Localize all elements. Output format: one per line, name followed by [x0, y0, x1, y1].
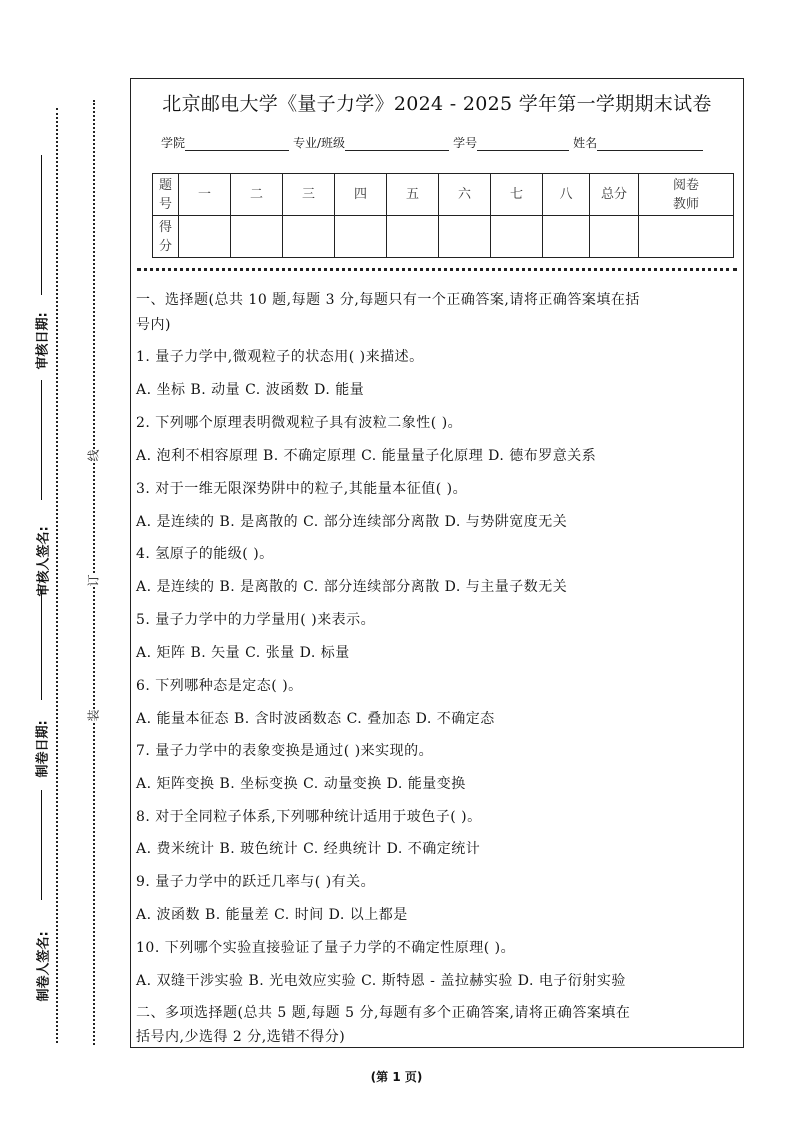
maker-signature-blank: [41, 790, 42, 900]
score-cell-total[interactable]: [590, 216, 639, 258]
question-1: 1. 量子力学中,微观粒子的状态用( )来描述。: [136, 349, 424, 365]
student-id-label: 学号: [453, 136, 478, 150]
student-info-row: [161, 134, 707, 151]
make-date-label: 制卷日期:: [35, 720, 51, 778]
question-2-options: A. 泡利不相容原理 B. 不确定原理 C. 能量量子化原理 D. 德布罗意关系: [136, 448, 597, 464]
question-4: 4. 氢原子的能级( )。: [136, 546, 274, 562]
question-10-options: A. 双缝干涉实验 B. 光电效应实验 C. 斯特恩 - 盖拉赫实验 D. 电子衍射实验: [136, 973, 626, 989]
binding-dotted-line-inner: [93, 100, 95, 1045]
question-6-options: A. 能量本征态 B. 含时波函数态 C. 叠加态 D. 不确定态: [136, 711, 495, 727]
maker-signature-label: 制卷人签名:: [36, 931, 52, 1002]
question-4-options: A. 是连续的 B. 是离散的 C. 部分连续部分离散 D. 与主量子数无关: [136, 579, 568, 595]
score-col-5: 五: [387, 174, 439, 216]
score-cell[interactable]: [179, 216, 231, 258]
score-cell[interactable]: [543, 216, 590, 258]
score-cell[interactable]: [335, 216, 387, 258]
question-9-options: A. 波函数 B. 能量差 C. 时间 D. 以上都是: [136, 907, 408, 923]
score-table-score-row: [153, 216, 734, 258]
question-8: 8. 对于全同粒子体系,下列哪种统计适用于玻色子( )。: [136, 809, 482, 825]
score-col-8: 八: [543, 174, 590, 216]
major-class-label: 专业/班级: [293, 136, 346, 150]
question-6: 6. 下列哪种态是定态( )。: [136, 678, 303, 694]
audit-signature-label: 审核人签名:: [36, 526, 52, 597]
section-separator: [137, 268, 737, 271]
audit-signature-blank: [41, 380, 42, 500]
score-col-4: 四: [335, 174, 387, 216]
question-10: 10. 下列哪个实验直接验证了量子力学的不确定性原理( )。: [136, 940, 516, 956]
score-col-total: 总分: [590, 174, 639, 216]
college-label: 学院: [161, 136, 186, 150]
question-8-options: A. 费米统计 B. 玻色统计 C. 经典统计 D. 不确定统计: [136, 841, 481, 857]
exam-frame: [130, 78, 744, 1048]
student-id-blank[interactable]: [477, 138, 569, 151]
score-cell[interactable]: [439, 216, 491, 258]
name-blank[interactable]: [597, 138, 703, 151]
question-3-options: A. 是连续的 B. 是离散的 C. 部分连续部分离散 D. 与势阱宽度无关: [136, 514, 568, 530]
question-5: 5. 量子力学中的力学量用( )来表示。: [136, 612, 376, 628]
question-5-options: A. 矩阵 B. 矢量 C. 张量 D. 标量: [136, 645, 350, 661]
score-col-3: 三: [283, 174, 335, 216]
score-table: [152, 173, 734, 258]
score-col-grader: 阅卷 教师: [639, 174, 734, 216]
question-7: 7. 量子力学中的表象变换是通过( )来实现的。: [136, 743, 434, 759]
question-9: 9. 量子力学中的跃迁几率与( )有关。: [136, 874, 376, 890]
score-row-label: 得 分: [153, 216, 179, 258]
score-cell-grader[interactable]: [639, 216, 734, 258]
score-cell[interactable]: [231, 216, 283, 258]
score-cell[interactable]: [387, 216, 439, 258]
make-date-blank: [41, 590, 42, 700]
score-col-2: 二: [231, 174, 283, 216]
question-3: 3. 对于一维无限深势阱中的粒子,其能量本征值( )。: [136, 481, 468, 497]
question-2: 2. 下列哪个原理表明微观粒子具有波粒二象性( )。: [136, 415, 463, 431]
section1-heading-line2: 号内): [136, 317, 171, 333]
score-cell[interactable]: [283, 216, 335, 258]
score-cell[interactable]: [491, 216, 543, 258]
question-7-options: A. 矩阵变换 B. 坐标变换 C. 动量变换 D. 能量变换: [136, 776, 466, 792]
score-col-7: 七: [491, 174, 543, 216]
exam-title: 北京邮电大学《量子力学》2024 - 2025 学年第一学期期末试卷: [162, 93, 712, 115]
audit-date-blank: [41, 155, 42, 295]
score-table-header-row: [153, 174, 734, 216]
binding-dotted-line-outer: [56, 108, 58, 1043]
section1-heading-line1: 一、选择题(总共 10 题,每题 3 分,每题只有一个正确答案,请将正确答案填在括: [136, 292, 640, 308]
section2-heading-line1: 二、多项选择题(总共 5 题,每题 5 分,每题有多个正确答案,请将正确答案填在: [136, 1005, 631, 1021]
page-number-footer: (第 1 页): [370, 1070, 423, 1084]
binding-mark-zhuang: 装: [86, 709, 101, 722]
binding-mark-ding: 订: [86, 574, 101, 587]
college-blank[interactable]: [185, 138, 289, 151]
binding-mark-line: 线: [86, 449, 101, 462]
score-col-1: 一: [179, 174, 231, 216]
major-class-blank[interactable]: [345, 138, 449, 151]
name-label: 姓名: [573, 136, 598, 150]
section2-heading-line2: 括号内,少选得 2 分,选错不得分): [136, 1029, 346, 1045]
question-1-options: A. 坐标 B. 动量 C. 波函数 D. 能量: [136, 382, 365, 398]
score-col-6: 六: [439, 174, 491, 216]
question-number-header: 题 号: [153, 174, 179, 216]
audit-date-label: 审核日期:: [35, 312, 51, 370]
